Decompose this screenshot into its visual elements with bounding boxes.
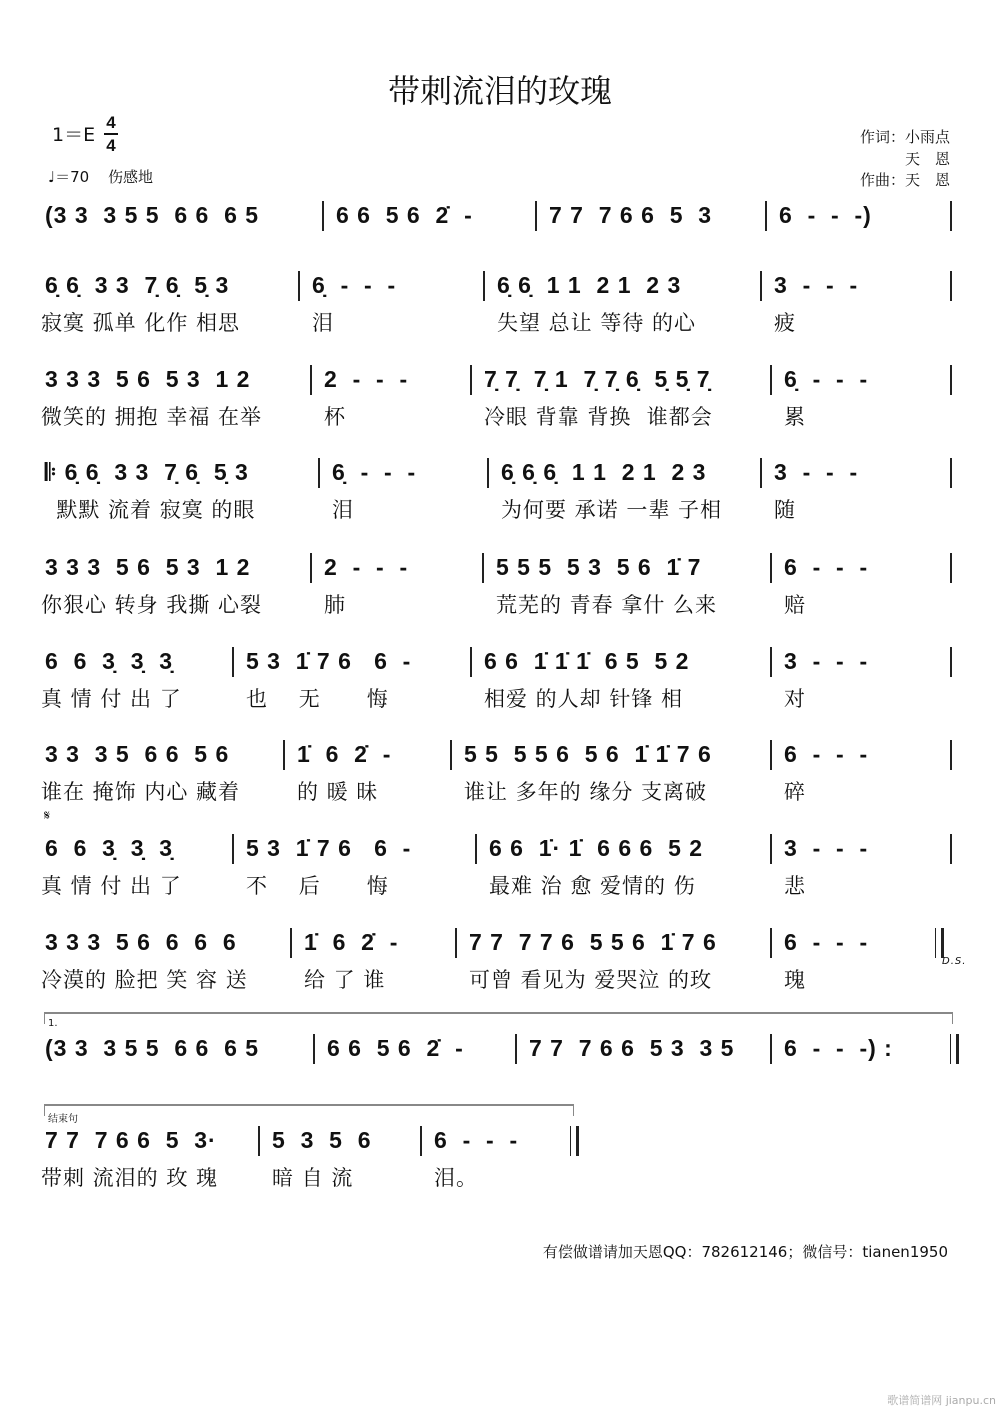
expression-marking: 伤感地 — [107, 168, 153, 186]
volta-bracket — [44, 1104, 574, 1116]
barline — [515, 1034, 517, 1064]
lyric: 杯 — [324, 405, 346, 429]
measure: 7 7 7 7 6 5 5 6 1̇ 7 6 — [469, 929, 717, 955]
measure: 6̣ 6̣ 3 3 7̣ 6̣ 5̣ 3 — [45, 272, 230, 298]
lyric: 你狠心 转身 我撕 心裂 — [41, 593, 263, 617]
lyric: 泪 — [312, 311, 334, 335]
lyric: 的 暖 昧 — [297, 780, 379, 804]
score-row — [0, 1114, 1000, 1190]
lyric: 冷眼 背靠 背换 谁都会 — [484, 405, 713, 429]
lyric: 冷漠的 脸把 笑 容 送 — [41, 968, 248, 992]
lyric: 带刺 流泪的 玫 瑰 — [41, 1166, 219, 1190]
score-row — [0, 197, 1000, 233]
measure: 6 6 3̣ 3̣ 3̣ — [45, 648, 174, 674]
score-row — [0, 549, 1000, 617]
score-row — [0, 1018, 1000, 1066]
barline — [950, 553, 952, 583]
barline — [232, 647, 234, 677]
double-barline — [950, 1034, 959, 1064]
double-barline — [935, 928, 944, 958]
double-barline — [570, 1126, 579, 1156]
measure: 2 - - - — [324, 554, 409, 580]
barline — [765, 201, 767, 231]
measure: 6 6 3̣ 3̣ 3̣ — [45, 835, 174, 861]
barline — [310, 365, 312, 395]
barline — [950, 834, 952, 864]
measure: 6̣ - - - — [332, 459, 417, 485]
barline — [420, 1126, 422, 1156]
lyric: 谁在 掩饰 内心 藏着 — [41, 780, 241, 804]
barline — [950, 740, 952, 770]
lyric: 谁让 多年的 缘分 支离破 — [464, 780, 708, 804]
measure: 6 - - - — [784, 741, 869, 767]
barline — [483, 271, 485, 301]
contact-footer: 有偿做谱请加天恩QQ：782612146；微信号：tianen1950 — [542, 1243, 948, 1261]
time-signature-bottom: 4 — [106, 136, 116, 155]
barline — [470, 647, 472, 677]
barline — [455, 928, 457, 958]
lyric: 微笑的 拥抱 幸福 在举 — [41, 405, 263, 429]
measure: 1̇ 6 2̇ - — [304, 929, 399, 955]
measure: 3 - - - — [784, 835, 869, 861]
measure: 3 3 3 5 6 5 3 1 2 — [45, 554, 251, 580]
lyric: 对 — [784, 687, 806, 711]
measure: 3 3 3 5 6 6 6 6 — [45, 929, 237, 955]
barline — [770, 365, 772, 395]
measure: 2 - - - — [324, 366, 409, 392]
measure: 3 - - - — [774, 272, 859, 298]
measure: 6 - - - — [434, 1127, 519, 1153]
score-row — [0, 361, 1000, 429]
measure: (3 3 3 5 5 6 6 6 5 — [45, 202, 260, 228]
lyric: 不 后 悔 — [246, 874, 389, 898]
measure: 5 5 5 5 6 5 6 1̇ 1̇ 7 6 — [464, 741, 712, 767]
barline — [760, 458, 762, 488]
barline — [950, 271, 952, 301]
barline — [232, 834, 234, 864]
lyric: 泪。 — [434, 1166, 478, 1190]
song-title: 带刺流泪的玫瑰 — [387, 72, 612, 110]
barline — [950, 201, 952, 231]
measure: 7̣ 7̣ 7̣ 1 7̣ 7̣ 6̣ 5̣ 5̣ 7̣ — [484, 366, 711, 392]
lyric: 可曾 看见为 爱哭泣 的玫 — [469, 968, 713, 992]
lyric: 失望 总让 等待 的心 — [497, 311, 697, 335]
barline — [950, 647, 952, 677]
measure: 5 3 1̇ 7 6 6 - — [246, 648, 412, 674]
time-signature-top: 4 — [106, 113, 116, 132]
measure: 6 - - - — [784, 554, 869, 580]
measure: 6̣ - - - — [784, 366, 869, 392]
barline — [290, 928, 292, 958]
key-signature: 1＝E — [52, 124, 96, 146]
lyricist-credit-2: 天 恩 — [904, 150, 950, 168]
measure: 6 6 1̇· 1̇ 6 6 6 5 2 — [489, 835, 704, 861]
lyric: 最难 治 愈 爱情的 伤 — [489, 874, 696, 898]
lyric: 默默 流着 寂寞 的眼 — [41, 498, 256, 522]
lyric: 给 了 谁 — [304, 968, 386, 992]
measure: 6 - - -) — [779, 202, 872, 228]
barline — [450, 740, 452, 770]
barline — [760, 271, 762, 301]
measure: 3 - - - — [784, 648, 869, 674]
barline — [950, 458, 952, 488]
measure: 7 7 7 6 6 5 3· — [45, 1127, 217, 1153]
barline — [770, 740, 772, 770]
segno-sign: 𝄋 — [44, 808, 52, 824]
lyric: 真 情 付 出 了 — [41, 687, 182, 711]
measure: 6 - - -) : — [784, 1035, 893, 1061]
lyric: 泪 — [332, 498, 354, 522]
score-row — [0, 808, 1000, 898]
measure: 1̇ 6 2̇ - — [297, 741, 392, 767]
lyric: 真 情 付 出 了 — [41, 874, 182, 898]
barline — [283, 740, 285, 770]
lyric: 碎 — [784, 780, 806, 804]
composer-credit: 作曲：天 恩 — [859, 171, 950, 189]
lyric: 为何要 承诺 一辈 子相 — [501, 498, 723, 522]
score-row — [0, 643, 1000, 711]
measure: 5 3 1̇ 7 6 6 - — [246, 835, 412, 861]
lyricist-credit: 作词：小雨点 — [859, 128, 950, 146]
barline — [482, 553, 484, 583]
score-row — [0, 267, 1000, 335]
volta-bracket — [44, 1012, 953, 1024]
measure: 6 6 1̇ 1̇ 1̇ 6 5 5 2 — [484, 648, 690, 674]
measure: 3 - - - — [774, 459, 859, 485]
time-signature-divider — [104, 133, 118, 135]
measure: 6̣ 6̣ 6̣ 1 1 2 1 2 3 — [501, 459, 707, 485]
measure: 6 6 5 6 2̇ - — [327, 1035, 464, 1061]
lyric: 荒芜的 青春 拿什 么来 — [496, 593, 718, 617]
measure: 7 7 7 6 6 5 3 — [549, 202, 713, 228]
measure: 5 5 5 5 3 5 6 1̇ 7 — [496, 554, 702, 580]
lyric: 赔 — [784, 593, 806, 617]
measure: 3 3 3 5 6 5 3 1 2 — [45, 366, 251, 392]
barline — [770, 553, 772, 583]
barline — [310, 553, 312, 583]
lyric: 暗 自 流 — [272, 1166, 354, 1190]
barline — [770, 928, 772, 958]
barline — [770, 834, 772, 864]
lyric: 瑰 — [784, 968, 806, 992]
measure: 6̣ - - - — [312, 272, 397, 298]
measure: 6 6 5 6 2̇ - — [336, 202, 473, 228]
lyric: 相爱 的人却 针锋 相 — [484, 687, 684, 711]
barline — [322, 201, 324, 231]
score-row — [0, 924, 1000, 992]
lyric: 疲 — [774, 311, 796, 335]
time-signature — [104, 113, 118, 155]
barline — [470, 365, 472, 395]
measure: (3 3 3 5 5 6 6 6 5 — [45, 1035, 260, 1061]
tempo-value: ♩＝70 — [48, 168, 90, 186]
measure: 5 3 5 6 — [272, 1127, 372, 1153]
ds-mark: D.S. — [942, 956, 967, 967]
barline — [535, 201, 537, 231]
barline — [770, 647, 772, 677]
measure: 7 7 7 6 6 5 3 3 5 — [529, 1035, 735, 1061]
barline — [318, 458, 320, 488]
measure: 6 - - - — [784, 929, 869, 955]
lyric: 累 — [784, 405, 806, 429]
barline — [770, 1034, 772, 1064]
barline — [298, 271, 300, 301]
lyric: 肺 — [324, 593, 346, 617]
barline — [258, 1126, 260, 1156]
watermark: 歌谱简谱网 jianpu.cn — [887, 1394, 996, 1407]
measure: 6̣ 6̣ 1 1 2 1 2 3 — [497, 272, 682, 298]
measure: 𝄆 6̣ 6̣ 3 3 7̣ 6̣ 5̣ 3 — [45, 459, 249, 485]
barline — [487, 458, 489, 488]
lyric: 寂寞 孤单 化作 相思 — [41, 311, 241, 335]
volta-label: 1. — [48, 1018, 58, 1029]
volta-label: 结束句 — [48, 1114, 78, 1125]
barline — [475, 834, 477, 864]
measure: 3 3 3 5 6 6 5 6 — [45, 741, 230, 767]
barline — [313, 1034, 315, 1064]
barline — [950, 365, 952, 395]
lyric: 也 无 悔 — [246, 687, 389, 711]
score-row — [0, 736, 1000, 804]
lyric: 随 — [774, 498, 796, 522]
score-row — [0, 454, 1000, 522]
lyric: 悲 — [784, 874, 806, 898]
tempo-marking — [48, 166, 153, 187]
